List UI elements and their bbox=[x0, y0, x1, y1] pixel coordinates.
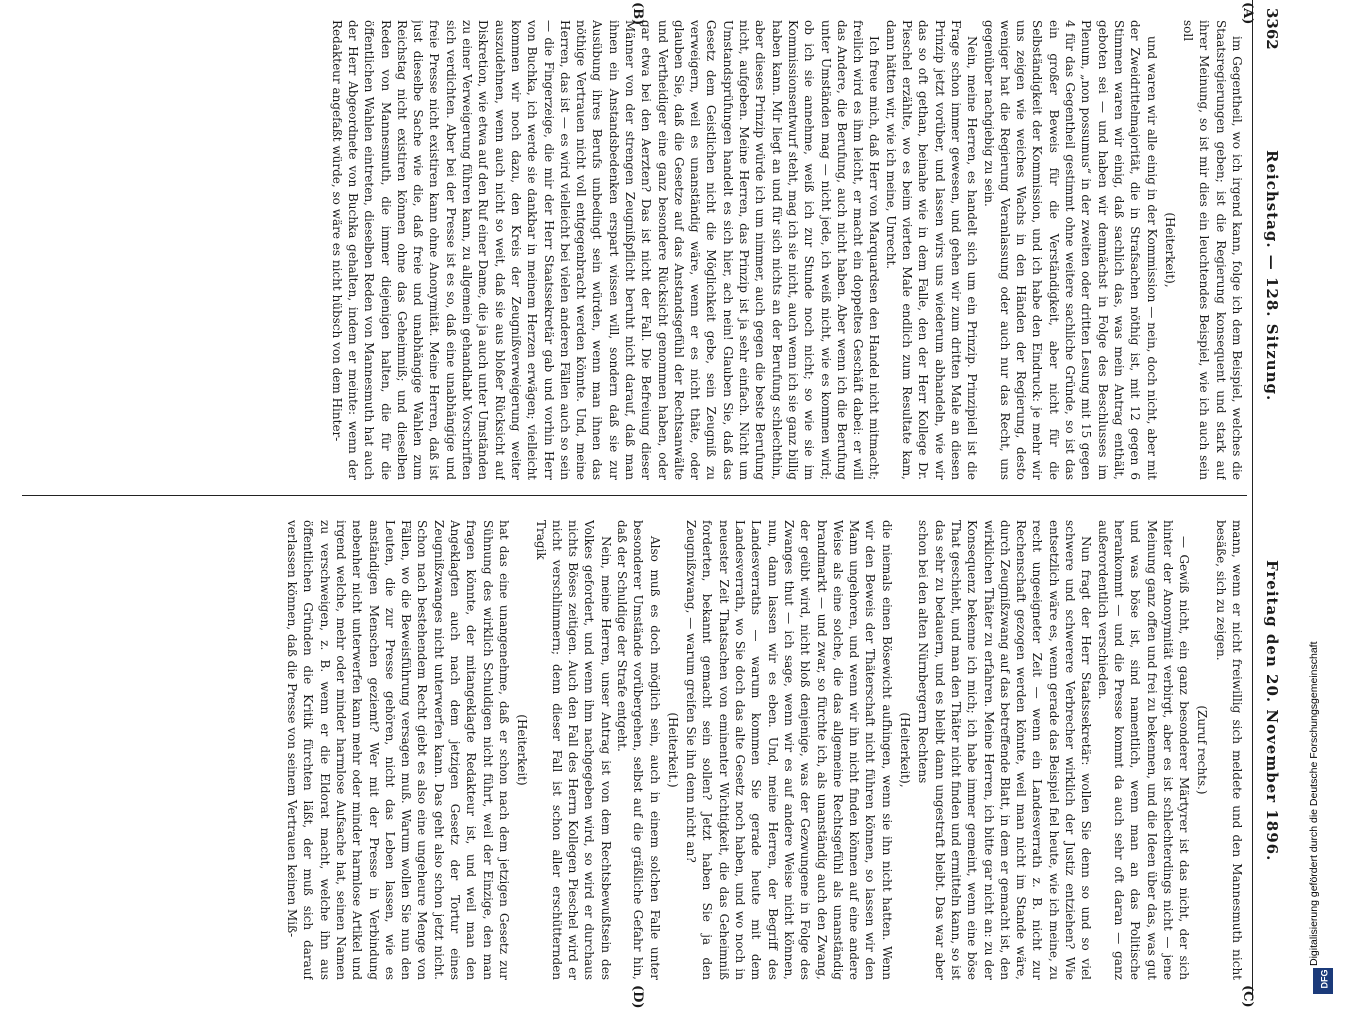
credit-text: Digitalisierung gefördert durch die Deutsche Forschungsgemeinschaft bbox=[1308, 641, 1320, 966]
page-header bbox=[1252, 0, 1295, 1000]
interjection: (Zuruf rechts.) bbox=[1195, 705, 1210, 795]
interjection: (Heiterkeit), bbox=[898, 712, 913, 788]
paragraph: — Gewiß nicht, ein ganz besonderer Märtyrer ist das nicht, der sich hinter der Anonymität verbirgt, aber es ist schlechterdings nicht — jene Meinung ganz offen und frei zu bekennen, und die Ideen über das, was gut und was böse ist, sind namentlich, wenn man an das Politische herankommt — und die Presse kommt da auch sehr oft daran — ganz außerordentlich verschieden. bbox=[1095, 520, 1192, 980]
paragraph: Nein, meine Herren, unser Antrag ist von dem Rechtsbewußtsein des Volkes gefordert, und wenn ihm nachgegeben wird, so wird er durchaus nichts Böses zeitigen. Auch den Fall des Herrn Kollegen Pieschel wird er nicht verschlimmern; denn dieser Fall ist schon aller erschütternden Tragik bbox=[533, 520, 613, 980]
interjection: (Heiterkeit), bbox=[1162, 212, 1177, 288]
newspaper-page bbox=[15, 0, 1295, 1009]
session-date: Freitag den 20. November 1896. bbox=[1263, 560, 1281, 862]
left-column bbox=[20, 20, 1245, 480]
margin-mark-d: (D) bbox=[630, 985, 645, 1009]
margin-mark-c: (C) bbox=[1240, 985, 1255, 1008]
margin-mark-b: (B) bbox=[630, 2, 645, 26]
digitization-credit bbox=[1308, 6, 1338, 996]
paragraph: mann, wenn er nicht freiwillig sich meldete und den Mannesmuth nicht besäße, sich zu zeigen. bbox=[1213, 520, 1244, 980]
interjection: (Heiterkeit) bbox=[515, 714, 530, 786]
paragraph: Nein, meine Herren, es handelt sich um ein Prinzip. Prinzipiell ist die Frage schon immer gewesen, und gehen wir zum dritten Male an diesen Prinzip jetzt vorüber, und lassen wirs uns wiederum abhandeln, wie wir das so oft gethan, beinahe wie in dem Falle, den der Herr Kollege Dr. Pieschel erzählte, wo es beim vierten Male endlich zum Resultate kam, dann hätten wir, wie ich meine, Unrecht. bbox=[883, 20, 980, 480]
margin-mark-a: (A) bbox=[1240, 2, 1255, 25]
column-divider bbox=[22, 495, 1247, 496]
interjection: (Heiterkeit.) bbox=[665, 712, 680, 788]
paragraph: Also muß es doch möglich sein, auch in einem solchen Falle unter besonderer Umstände vorübergehen, selbst auf die gräßliche Gefahr hin, daß der Schuldige der Strafe entgeht. bbox=[615, 520, 662, 980]
paragraph: und waren wir alle einig in der Kommission — nein, doch nicht, aber mit der Zweidrittelmajorität, die in Strafsachen nöthig ist, mit 12 gegen 6 Stimmen waren wir einig, daß sachlich das, was mein Antrag enthält, geboten sei — und haben wir demnächst in Folge des Beschlusses im Plenum, „non possumus“ in der zweiten oder dritten Lesung mit 15 gegen 4 für das Gegentheil gestimmt ohne weitere sachliche Gründe, so ist das ein großer Beweis für die Verständigkeit, aber nicht für die Selbständigkeit der Kommission, und ich habe den Eindruck: je mehr wir uns zeigen wie weiches Wachs in den Händen der Regierung, desto weniger hat die Regierung Veranlassung oder auch nur das Recht, uns gegenüber nachgiebig zu sein. bbox=[981, 20, 1159, 480]
paragraph: Nun fragt der Herr Staatssekretär: wollen Sie denn so und so viel schwere und schwerere Verbrecher wirklich der Justiz entziehen? Wie entsetzlich wäre es, wenn gerade das Beispiel fiel heute, wie ich meine, zu recht ungeeigneter Zeit — wenn ein Landesverrath z. B. nicht zur Rechenschaft gezogen werden könnte, weil man nicht im Stande wäre, durch Zeugnißzwang auf das betreffende Blatt, in dem er gemacht ist, den wirklichen Thäter zu erfahren. Meine Herren, ich bitte gar nicht an: zu der Konsequenz bekenne ich mich; ich habe immer gemeint, wenn eine böse That geschieht, und man den Thäter nicht finden und ermitteln kann, so ist das sehr zu bedauern, und es bleibt dann ungestraft bleibt. Das war aber schon bei den alten Nürnbergern Rechtens bbox=[916, 520, 1094, 980]
dfg-logo-text: DFG bbox=[1319, 969, 1330, 989]
dfg-logo bbox=[1313, 968, 1333, 994]
paragraph: die niemals einen Bösewicht aufhingen, wenn sie ihn nicht hatten. Wenn wir den Beweis der Thäterschaft nicht führen können, so lassen wir den Mann ungehoren, und wenn wir ihn nicht finden können auf eine andere Weise als eine solche, die das allgemeine Rechtsgefühl als unanständig brandmarkt — und zwar, so fürchte ich, als unanständig auch den Zwang, der geübt wird, nicht bloß denjenige, was der Gezwungene in Folge des Zwanges thut — ich sage, wenn wir es auf andere Weise nicht können, nun, dann lassen wir es eben. Und, meine Herren, der Begriff des Landesverraths — warum kommen Sie gerade heute mit dem Landesverrath, wo Sie doch das alte Gesetz noch haben, und wo noch in neuester Zeit Thatsachen von eminenter Wichtigkeit, die das Geheimniß forderten, bekannt gemacht sein sollen? Jetzt haben Sie ja den Zeugnißzwang, — warum greifen Sie ihn denn nicht an? bbox=[684, 520, 894, 980]
paragraph: im Gegentheil, wo ich irgend kann, folge ich dem Beispiel, welches die Staatsregierungen geben; ist die Regierung konsequent und stark auf ihrer Meinung, so ist mir dies ein leuchtendes Beispiel, wie ich auch sein soll bbox=[1181, 20, 1244, 480]
right-column bbox=[20, 520, 1245, 980]
paragraph: hat das eine unangenehme, daß er schon nach dem jetzigen Gesetz zur Sühnung des wirklich Schuldigen nicht führt, weil der Einzige, den man fragen könnte, der mitangeklagte Redakteur ist, und weil man den Angeklagten auch nach dem jetzigen Gesetz der Tortur eines Zeugnißzwanges nicht unterwerfen kann. Das geht also schon jetzt nicht. Schon nach bestehendem Recht giebt es also eine ungeheure Menge von Fällen, wo die Beweisführung versagen muß. Warum wollen Sie nun den Leuten, die zur Presse gehören, nicht das Leben lassen, wie es anständigen Menschen geziemt? Wer mit der Presse in Verbindung nebenher nicht unterwerfen kann mehr oder minder harmlose Artikel und irgend welche, mehr oder minder harmlose Aufsache hat, seinen Namen zu verschweigen, z. B. wenn er die Eldorat macht, welche ihn aus öffentlichen Gründen die Kritik fürchten läßt, der muß sich darauf verlassen können, daß die Presse von seinem Vertrauen keinen Miß- bbox=[285, 520, 511, 980]
session-title: Reichstag. — 128. Sitzung. bbox=[1263, 150, 1281, 402]
paragraph: Ich freue mich, daß Herr von Marquardsen den Handel nicht mitmacht; freilich wird es ihm leicht, er macht ein doppeltes Geschäft dabei: er will das Andere, die Berufung, auch nicht haben. Aber wenn ich die Berufung unter Umständen mag — nicht jede, ich weiß nicht, wie es kommen wird; ob ich sie annehme, weiß ich zur Stunde noch nicht; so wie sie im Kommissionsentwurf steht, mag ich sie nicht, auch wenn ich sie ganz billig haben kann. Mir liegt an und für sich nichts an der Berufung schlechthin, aber dieses Prinzip würde ich um nimmer, auch gegen die beste Berufung nicht, aufgeben. Meine Herren, das Prinzip ist ja sehr einfach. Nicht um Umstandsprüfungen handelt es sich hier, ach nein! Glauben Sie, daß das Gesetz dem Geistlichen nicht die Möglichkeit gebe, sein Zeugniß zu verweigern, weil es unanständig wäre, wenn er es nicht thäte, oder glauben Sie, daß die Gesetze auf das Anstandsgefühl der Rechtsanwälte und Vertheidiger eine ganz besondere Rücksicht genommen haben, oder gar etwa bei den Aerzten? Das ist nicht der Fall. Die Befreiung dieser Männer von der strengen Zeugnißpflicht beruht nicht darauf, daß man ihnen ein Anstandsbedenken erspart wissen will, sondern daß sie zur Ausübung ihres Berufs unbedingt sein würden, wenn man ihnen das nöthige Vertrauen nicht voll entgegenbracht werden könnte. Und, meine Herren, das ist — es wird vielleicht bei vielen anderen Fällen auch so sein — die Fingerzeige, die mir der Herr Staatssekretär gab und vorhin Herr von Buchka, ich werde sie dankbar in meinem Herzen erwägen; vielleicht kommen wir noch dazu, den Kreis der Zeugnißverweigerung weiter auszudehnen, wenn auch nicht so weit, daß sie aus bloßer Rücksicht auf Diskretion, wie etwa auf den Ruf einer Dame, die ja auch unter Umständen zu einer Verweigerung führen kann, zu allgemein gehandhabt Vorschriften sich verdichten. Aber bei der Presse ist es so, daß eine unabhängige und freie Presse nicht existiren kann ohne Anonymität. Meine Herren, daß ist just dieselbe Sache wie die, daß freie und unabhängige Wahlen zum Reichstag nicht existiren können ohne das Geheimniß; und dieselben Reden von Mannesmuth, die immer diejenigen halten, die für die öffentlichen Wahlen eintreten, dieselben Reden von Mannesmuth hat auch der Herr Abgeordnete von Buchka gehalten, indem er meinte: wenn der Redakteur angefaßt würde, so wäre es nicht hübsch von dem Hinter- bbox=[329, 20, 882, 480]
page-number: 3362 bbox=[1263, 8, 1281, 50]
